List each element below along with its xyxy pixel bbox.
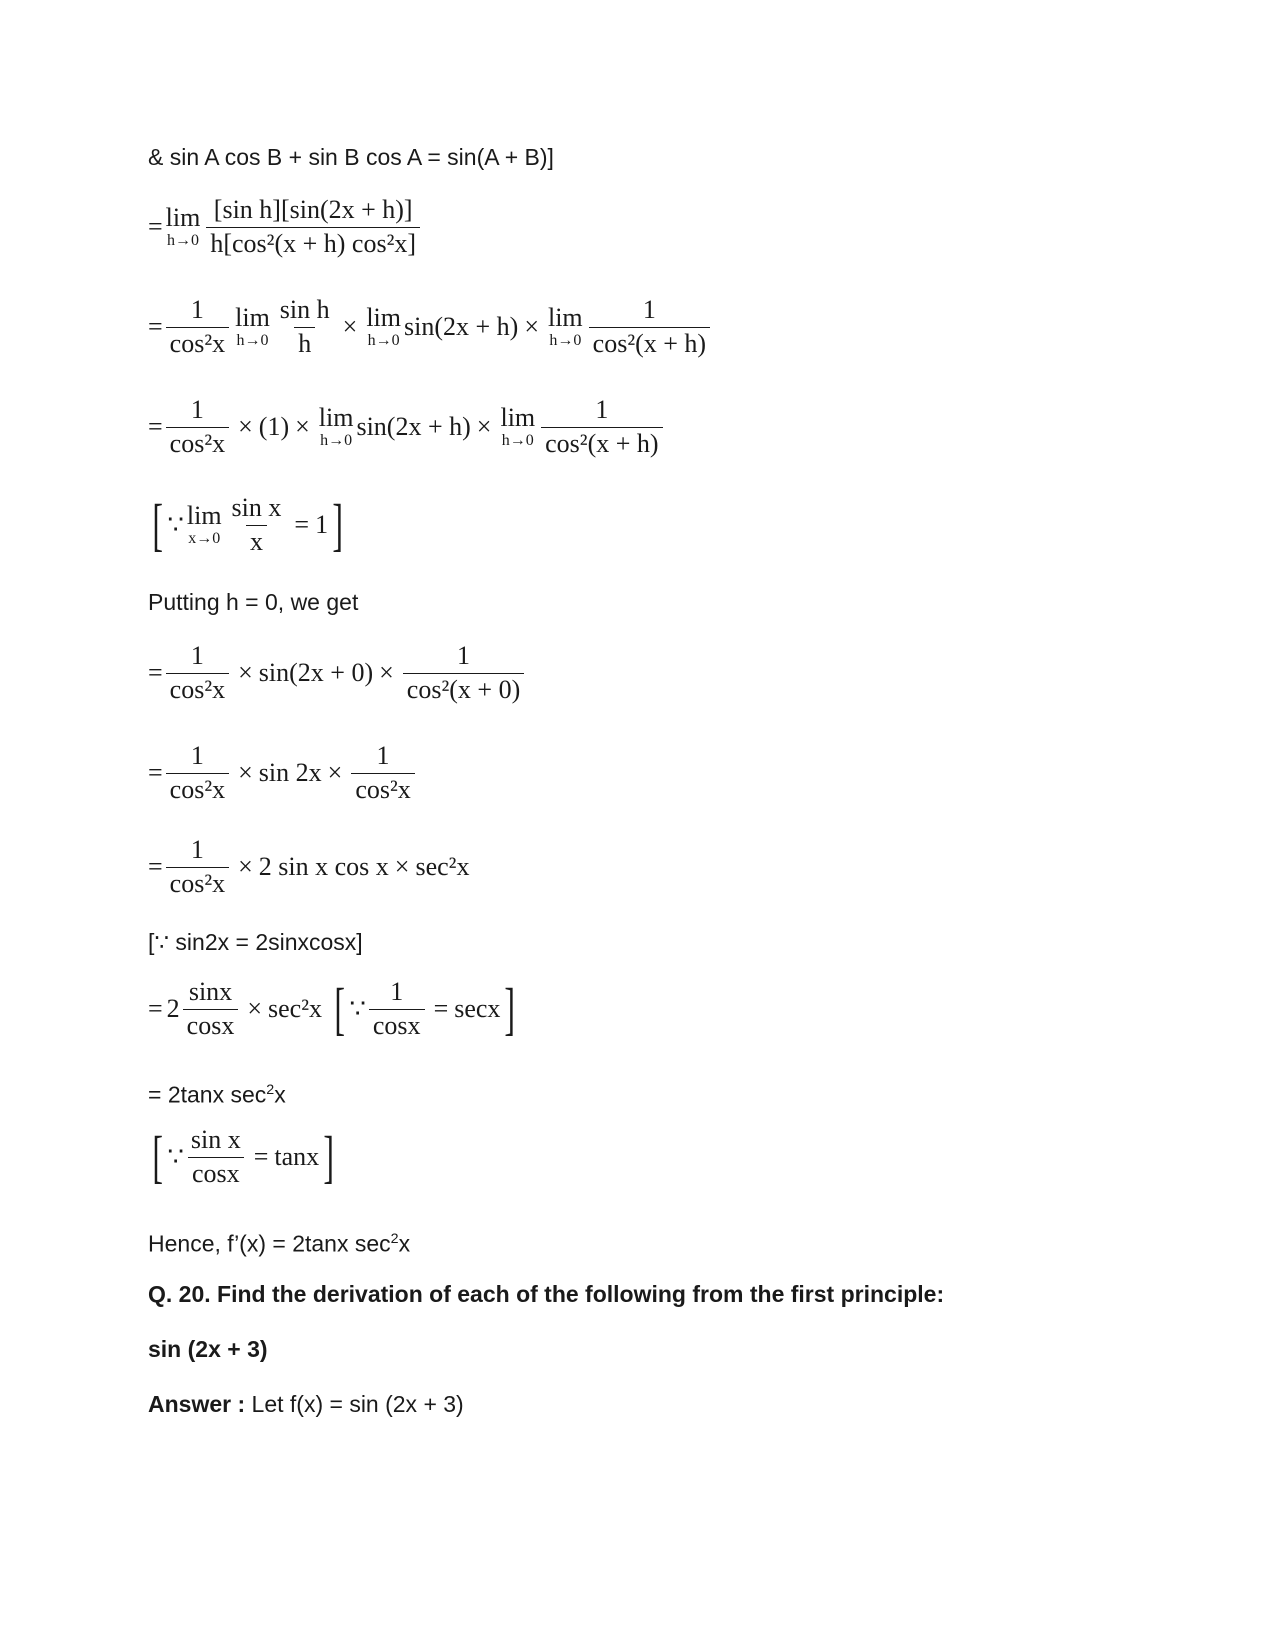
fraction: $\frac{1}{\text{cos²x}}$	[351, 742, 414, 804]
conclusion-line: Hence, f’(x) = 2tanx $\sec^2x$	[148, 1230, 411, 1257]
answer-label: Answer :	[148, 1391, 246, 1417]
limit-operator: lim h→0	[366, 303, 401, 350]
fraction: $\frac{1}{\text{cos²(x + h)}}$	[541, 396, 662, 458]
identity-line: & sin A cos B + sin B cos A = sin(A + B)]	[148, 144, 554, 170]
fraction: $\frac{1}{\text{cos²x}}$	[166, 296, 229, 358]
fraction: $\frac{1}{\text{cos²(x + 0)}}$	[403, 642, 524, 704]
limit-operator: lim h→0	[547, 303, 583, 350]
result-line: = 2tanx $\sec^2x$	[148, 1081, 286, 1108]
fraction: $\frac{\text{[sin h][sin(2x + h)]}}{\text{h[cos²(x + h) cos²x]}}$	[206, 196, 420, 258]
answer-text: Let f(x) = sin (2x + 3)	[245, 1391, 464, 1417]
fraction: $\frac{1}{\text{cos²x}}$	[166, 742, 229, 804]
answer-line	[148, 1390, 464, 1418]
fraction: $\frac{1}{\text{cos²(x + h)}}$	[589, 296, 710, 358]
limit-operator: lim h→0	[318, 403, 354, 450]
equation-7: = 2 $\frac{\sin x}{\cos x}$ × sec²x [ ∵ $\frac{1}{\cos x}$ = secx ]	[148, 976, 516, 1042]
question-heading: Q. 20. Find the derivation of each of the following from the first principle:	[148, 1281, 945, 1307]
fraction: $\frac{\sin x}{\cos x}$	[183, 978, 239, 1040]
tangent-note: [ ∵ $\frac{\text{sin x}}{\cos x}$ = tanx ]	[152, 1124, 335, 1190]
question-function: sin (2x + 3)	[148, 1336, 268, 1362]
equation-5: = $\frac{1}{\text{cos²x}}$ × sin 2x × $\frac{1}{\text{cos²x}}$	[148, 742, 418, 804]
equation-3: = $\frac{1}{\text{cos²x}}$ × (1) × lim h→0 sin(2x + h) × lim h→0 $\frac{1}{\text{cos²(x + h)}}$	[148, 396, 666, 458]
fraction: $\frac{\text{sin h}}{h}$	[279, 295, 330, 358]
fraction: $\frac{1}{\text{cos²x}}$	[166, 836, 229, 898]
limit-operator: lim h→0	[165, 203, 201, 250]
equation-2: = $\frac{1}{\text{cos²x}}$ lim h→0 $\frac{\text{sin h}}{h}$ × lim h→0 sin(2x + h) × lim h→0 $\frac{1}{\text{cos²(x + h)}}$	[148, 296, 713, 358]
fraction: $\frac{\text{sin x}}{x}$	[231, 493, 282, 556]
limit-operator: lim x→0	[186, 501, 222, 548]
putting-line: Putting h = 0, we get	[148, 589, 359, 615]
standard-limit-note: [ ∵ lim x→0 $\frac{\text{sin x}}{x}$ = 1 ]	[152, 492, 344, 558]
fraction: $\frac{1}{\text{cos²x}}$	[166, 396, 229, 458]
fraction: $\frac{1}{\cos x}$	[369, 978, 425, 1040]
limit-operator: lim h→0	[500, 403, 536, 450]
equation-6: = $\frac{1}{\text{cos²x}}$ × 2 sin x cos x × sec²x	[148, 835, 470, 898]
double-angle-note: [∵ sin2x = 2sinxcosx]	[148, 929, 363, 955]
fraction: $\frac{1}{\text{cos²x}}$	[166, 642, 229, 704]
equals-sign: =	[148, 212, 163, 242]
equation-1	[148, 196, 423, 258]
limit-operator: lim h→0	[235, 303, 270, 350]
equation-4: = $\frac{1}{\text{cos²x}}$ × sin(2x + 0) × $\frac{1}{\text{cos²(x + 0)}}$	[148, 642, 527, 704]
fraction: $\frac{\text{sin x}}{\cos x}$	[187, 1126, 245, 1188]
